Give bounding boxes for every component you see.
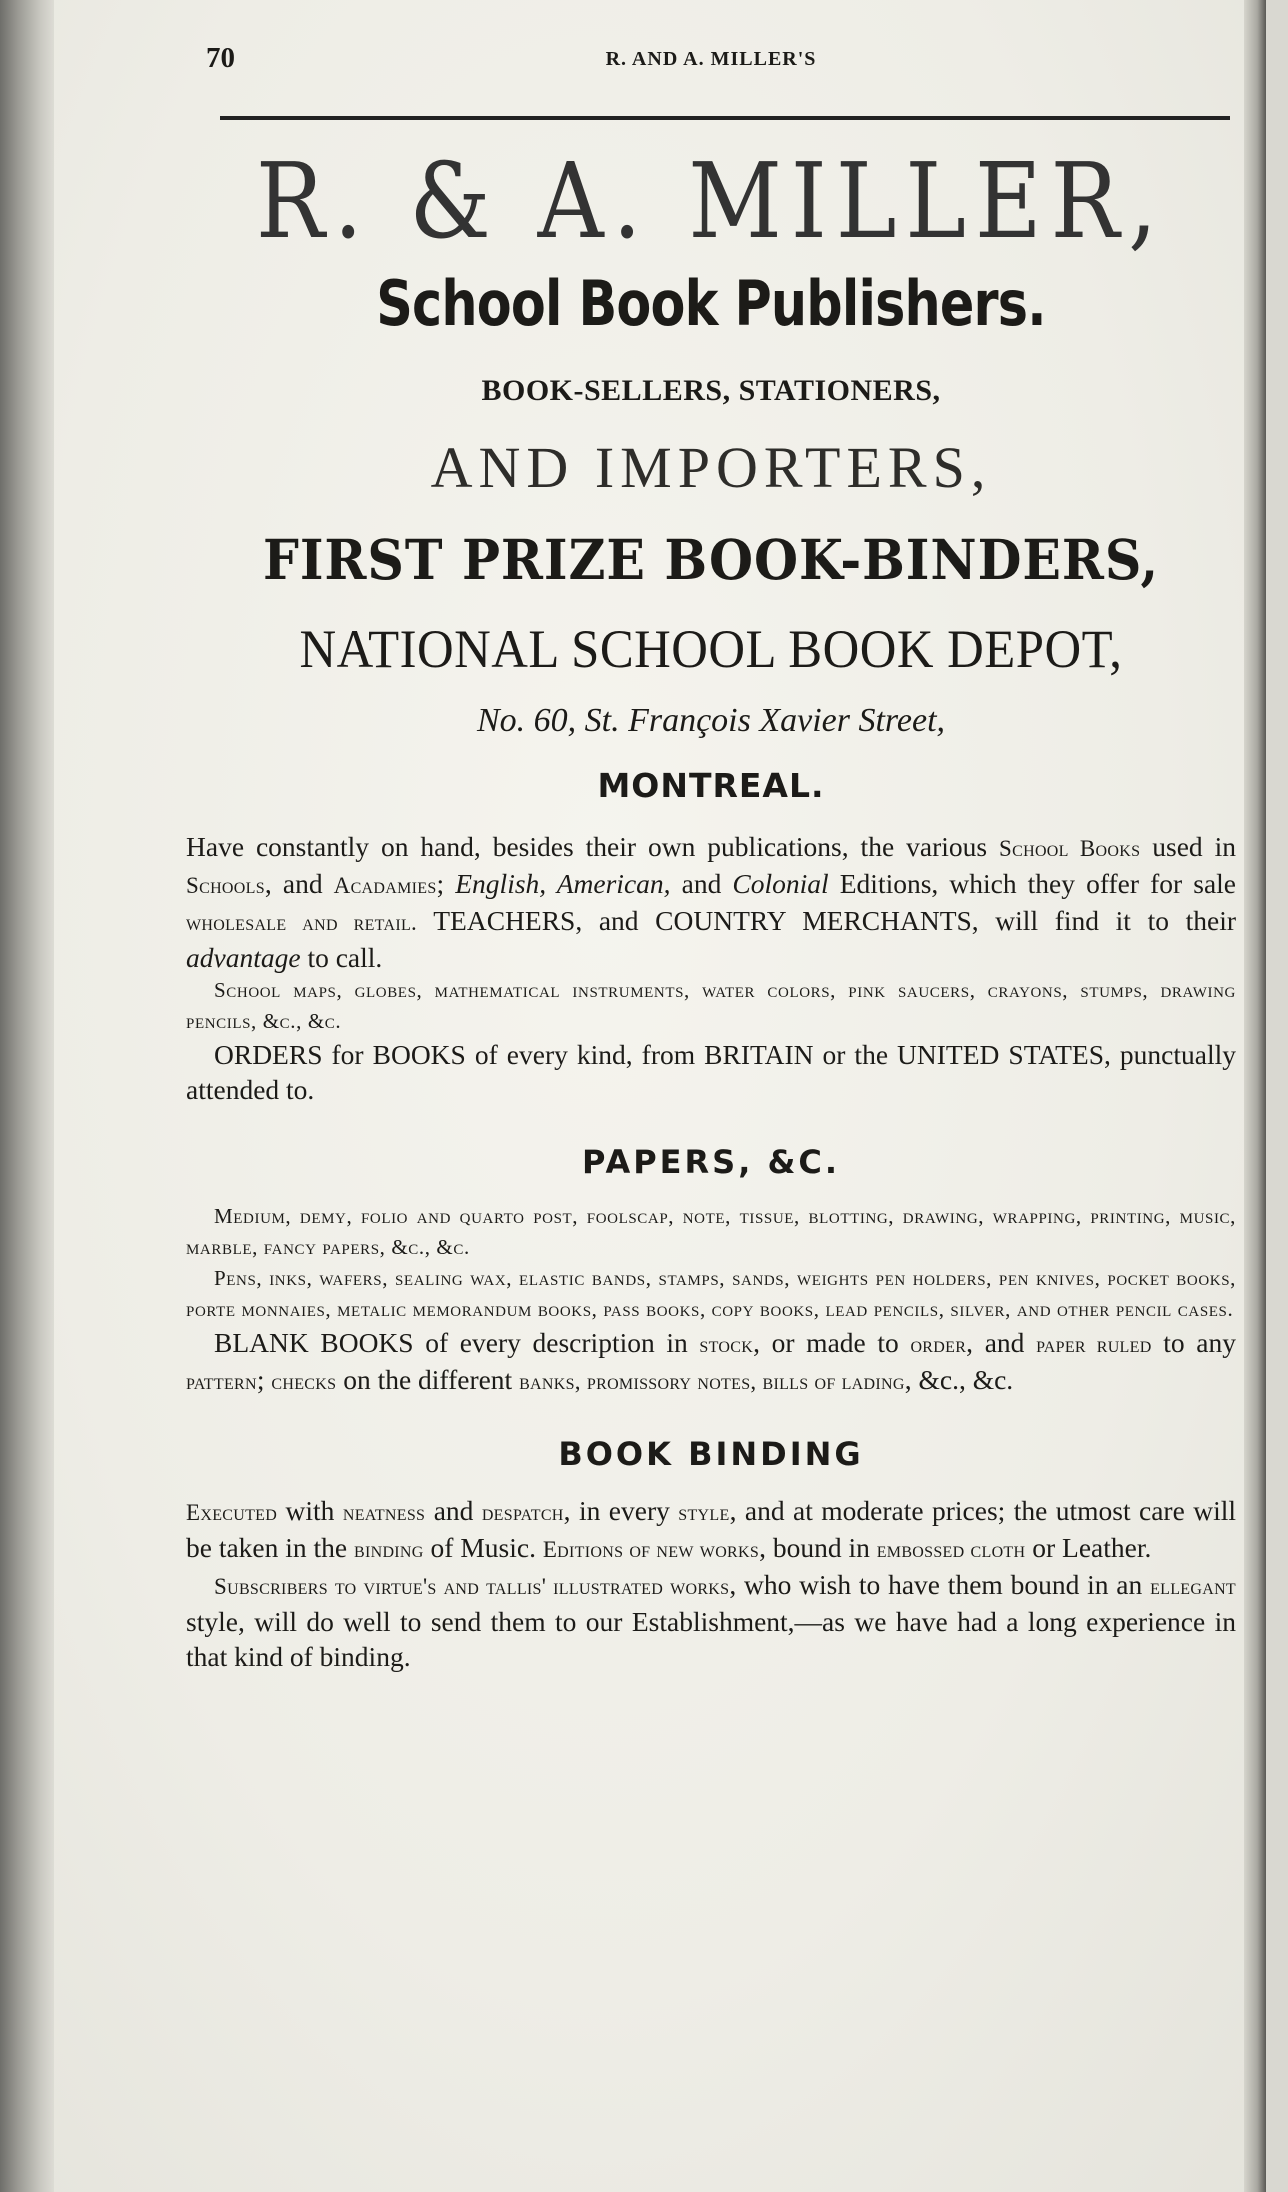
blank-books-paragraph: BLANK BOOKS of every description in stock, or made to order, and paper ruled to any pattern; checks on the different banks, promissory notes, bills of lading, &c., &c. bbox=[186, 1327, 1236, 1395]
supplies-paragraph: School maps, globes, mathematical instruments, water colors, pink saucers, crayons, stumps, drawing pencils, &c., &c. bbox=[186, 978, 1236, 1033]
subscribers-paragraph: Subscribers to virtue's and tallis' illustrated works, who wish to have them bound in an ellegant style, will do well to send them to our Establishment,—as we have had a long experience in that kind of binding. bbox=[186, 1569, 1236, 1672]
booksellers-line: BOOK-SELLERS, STATIONERS, bbox=[481, 374, 941, 407]
address-line: No. 60, St. François Xavier Street, bbox=[476, 702, 946, 739]
binding-paragraph: Executed with neatness and despatch, in every style, and at moderate prices; the utmost care will be taken in the binding of Music. Editions of new works, bound in embossed cloth or Leather. bbox=[186, 1495, 1236, 1563]
bookbinders-line: FIRST PRIZE BOOK-BINDERS, bbox=[262, 527, 1160, 592]
papers-heading: PAPERS, &C. bbox=[581, 1143, 841, 1181]
orders-paragraph: ORDERS for BOOKS of every kind, from BRITAIN or the UNITED STATES, punctually attended to. bbox=[186, 1039, 1236, 1105]
intro-paragraph: Have constantly on hand, besides their own publications, the various School Books used in Schools, and Acadamies; English, American, and Colonial Editions, which they offer for sale wholesale and retail. TEACHERS, and COUNTRY MERCHANTS, will find it to their advantage to call. bbox=[186, 831, 1236, 973]
binding-heading: BOOK BINDING bbox=[558, 1435, 864, 1473]
page-number: 70 bbox=[206, 42, 235, 74]
firm-name: R. & A. MILLER, bbox=[255, 140, 1167, 262]
binding-section bbox=[186, 1493, 1236, 1674]
running-head bbox=[186, 40, 1236, 90]
importers-line: AND IMPORTERS, bbox=[430, 435, 992, 500]
running-title: R. AND A. MILLER'S bbox=[605, 48, 817, 70]
stationery-list: Pens, inks, wafers, sealing wax, elastic bands, stamps, sands, weights pen holders, pen knives, pocket books, porte monnaies, metalic memorandum books, pass books, copy books, lead pencils, silver, and other pencil cases. bbox=[186, 1266, 1236, 1321]
page-edge bbox=[1244, 0, 1266, 2192]
advertisement bbox=[186, 40, 1236, 1674]
papers-list: Medium, demy, folio and quarto post, foolscap, note, tissue, blotting, drawing, wrapping, printing, music, marble, fancy papers, &c., &c. bbox=[186, 1204, 1236, 1259]
city-line: MONTREAL. bbox=[597, 766, 825, 805]
firm-subtitle: School Book Publishers. bbox=[376, 267, 1046, 340]
header-rule bbox=[220, 116, 1230, 120]
papers-section bbox=[186, 1201, 1236, 1399]
book-binding-shadow bbox=[0, 0, 54, 2192]
intro-section bbox=[186, 829, 1236, 1107]
depot-line: NATIONAL SCHOOL BOOK DEPOT, bbox=[299, 619, 1123, 679]
